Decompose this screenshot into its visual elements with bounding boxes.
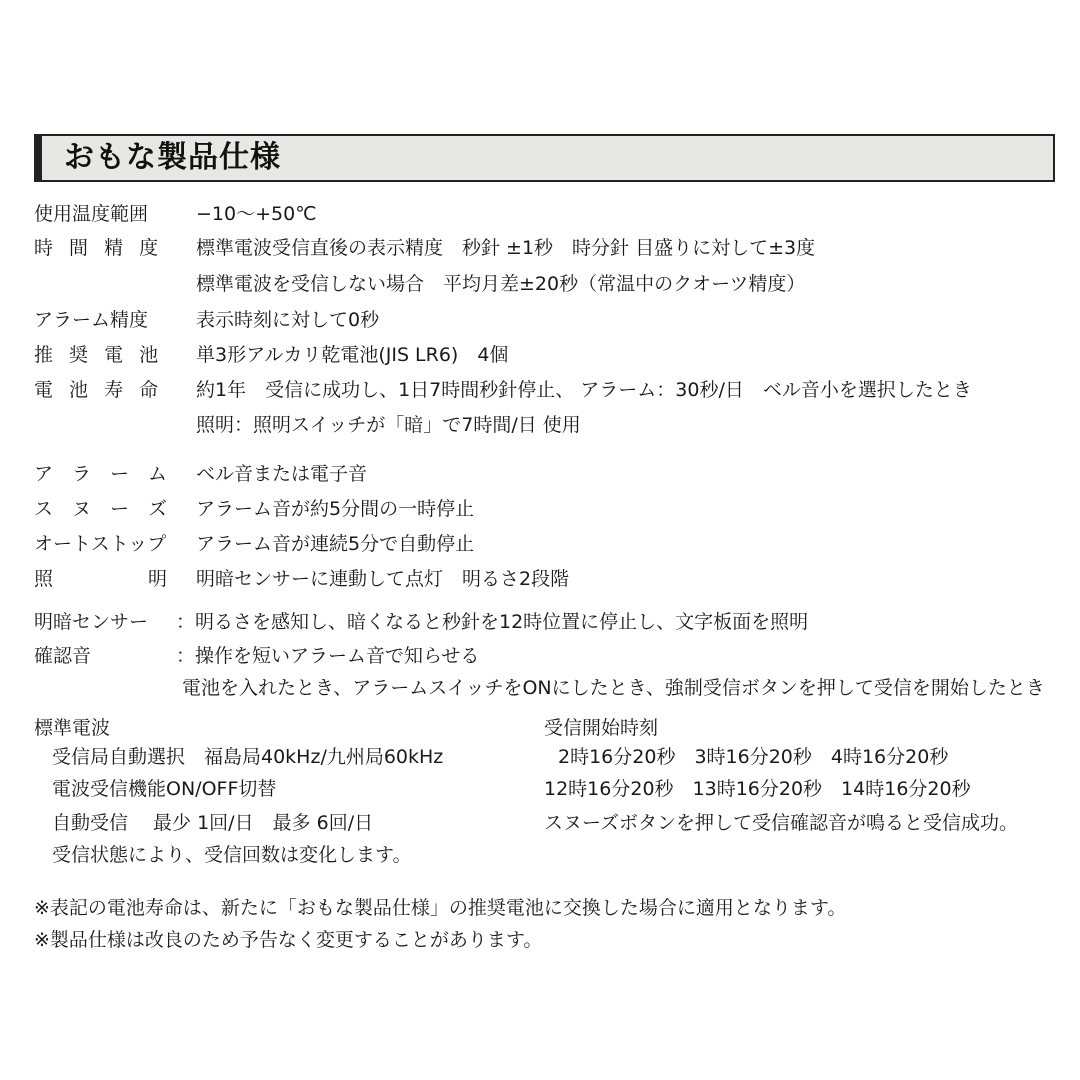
feature-value: アラーム音が約5分間の一時停止: [196, 498, 475, 520]
radio-line: 自動受信 最少 1回/日 最多 6回/日: [52, 812, 374, 834]
spec-label: 時 間 精 度: [34, 237, 164, 259]
footnote: ※表記の電池寿命は、新たに「おもな製品仕様」の推奨電池に交換した場合に適用となります。: [34, 897, 847, 919]
spec-value: 表示時刻に対して0秒: [196, 309, 380, 331]
radio-line: 電波受信機能ON/OFF切替: [52, 778, 277, 800]
feature-value: アラーム音が連続5分で自動停止: [196, 533, 475, 555]
feature-value: ベル音または電子音: [196, 463, 368, 485]
spec-label: 電 池 寿 命: [34, 379, 164, 401]
radio-heading: 標準電波: [34, 717, 111, 739]
sensor-label: 明暗センサー: [34, 611, 149, 633]
feature-value: 明暗センサーに連動して点灯 明るさ2段階: [196, 568, 570, 590]
spec-value: 単3形アルカリ乾電池(JIS LR6) 4個: [196, 344, 509, 366]
reception-line: 12時16分20秒 13時16分20秒 14時16分20秒: [544, 778, 971, 800]
spec-label: 推 奨 電 池: [34, 344, 164, 366]
sensor-value: ：明るさを感知し、暗くなると秒針を12時位置に停止し、文字板面を照明: [176, 611, 809, 633]
reception-line: スヌーズボタンを押して受信確認音が鳴ると受信成功。: [544, 812, 1019, 834]
spec-label: アラーム精度: [34, 309, 149, 331]
spec-value: −10〜+50℃: [196, 203, 317, 225]
page-title: おもな製品仕様: [64, 140, 281, 175]
section-header: [34, 134, 1055, 182]
spec-value: 照明：照明スイッチが「暗」で7時間/日 使用: [196, 414, 581, 436]
radio-line: 受信局自動選択 福島局40kHz/九州局60kHz: [52, 746, 444, 768]
confirm-label: 確認音: [34, 645, 92, 667]
spec-value: 標準電波受信直後の表示精度 秒針 ±1秒 時分針 目盛りに対して±3度: [196, 237, 816, 259]
feature-label: ス ヌ ー ズ: [34, 498, 168, 520]
spec-label: 使用温度範囲: [34, 203, 149, 225]
feature-label: ア ラ ー ム: [34, 463, 168, 485]
spec-value: 標準電波を受信しない場合 平均月差±20秒（常温中のクオーツ精度）: [196, 273, 806, 295]
radio-line: 受信状態により、受信回数は変化します。: [52, 844, 412, 866]
spec-value: 約1年 受信に成功し、1日7時間秒針停止、 アラーム：30秒/日 ベル音小を選択したとき: [196, 379, 972, 401]
feature-label: 照 明: [34, 568, 168, 590]
confirm-value-2: 電池を入れたとき、アラームスイッチをONにしたとき、強制受信ボタンを押して受信を開始したとき: [182, 677, 1045, 699]
feature-label: オートストップ: [34, 533, 167, 555]
footnote: ※製品仕様は改良のため予告なく変更することがあります。: [34, 929, 543, 951]
reception-heading: 受信開始時刻: [544, 717, 659, 739]
reception-line: 2時16分20秒 3時16分20秒 4時16分20秒: [558, 746, 949, 768]
confirm-value: ：操作を短いアラーム音で知らせる: [176, 645, 480, 667]
